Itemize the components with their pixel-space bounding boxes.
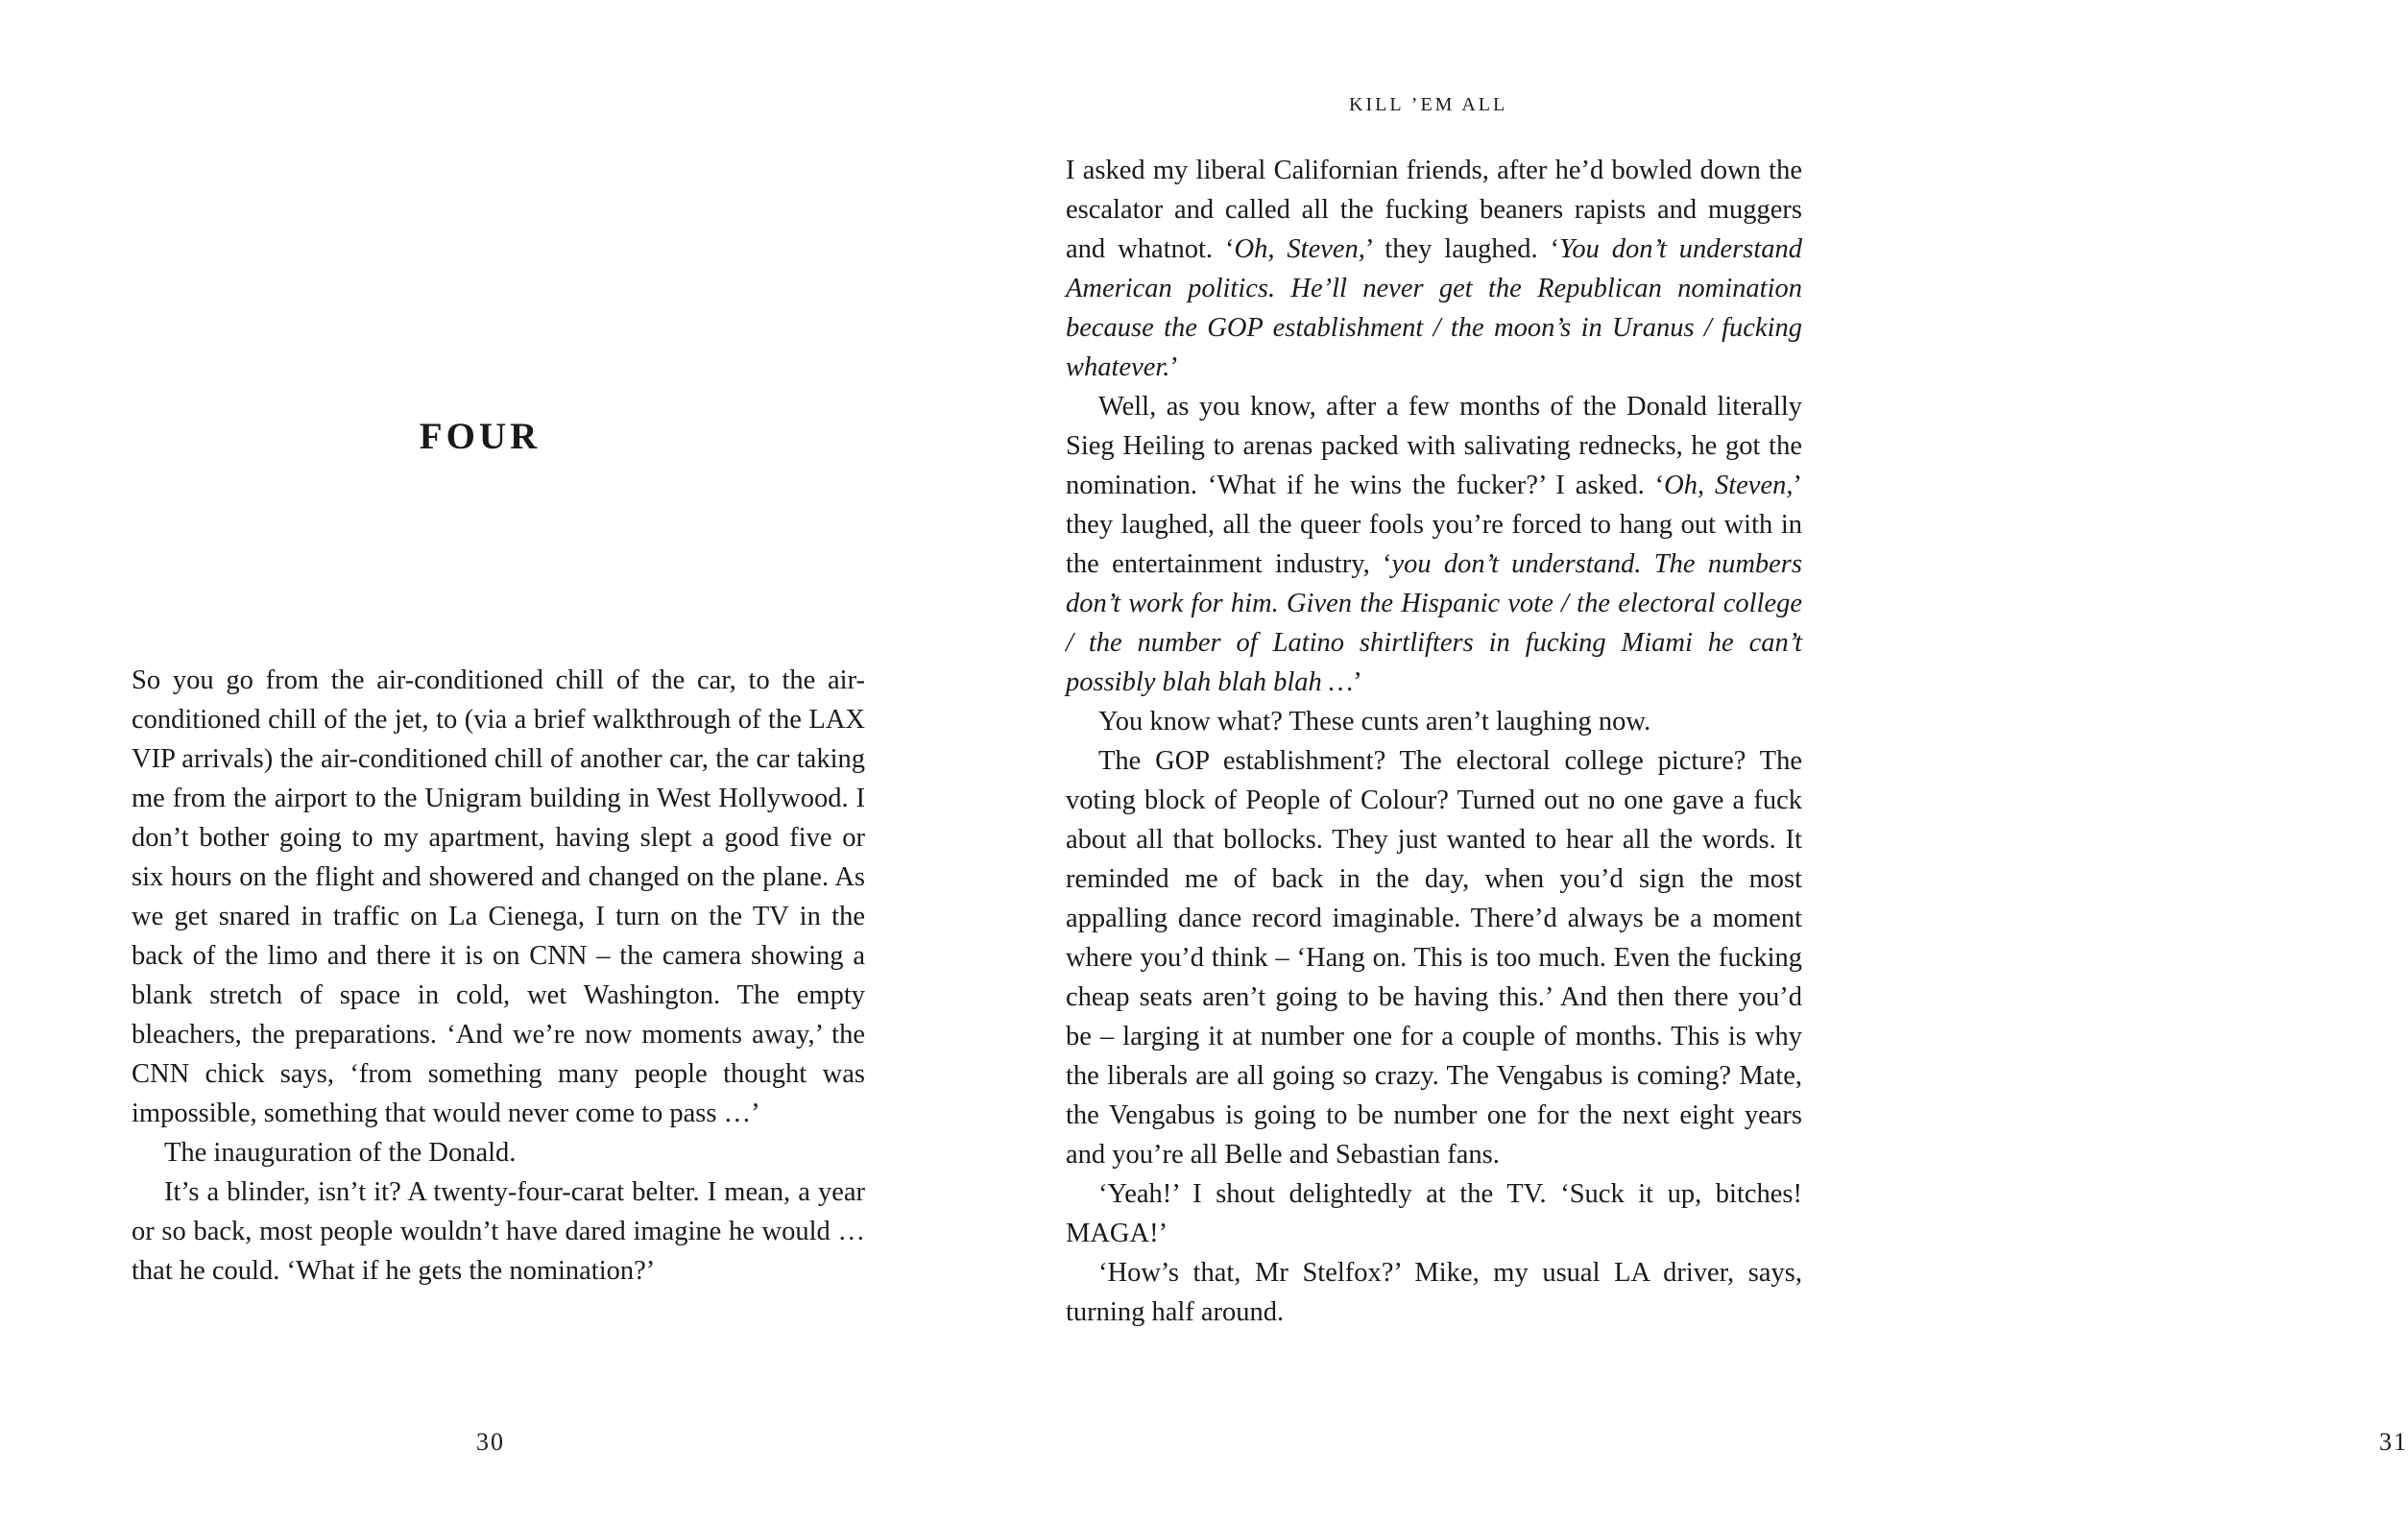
paragraph: It’s a blinder, isn’t it? A twenty-four-carat belter. I mean, a year or so back, most people wouldn’t have dared imagine he would … that he could. ‘What if he gets the nomination?’ <box>132 1177 865 1286</box>
paragraph: ‘How’s that, Mr Stelfox?’ Mike, my usual LA driver, says, turning half around. <box>1066 1258 1802 1327</box>
paragraph <box>1066 387 1802 702</box>
italic-text: Oh, Steven, <box>1664 471 1794 500</box>
italic-text: you don’t understand. The numbers don’t work for him. Given the Hispanic vote / the electoral college / the number of Latino shirtlifters in fucking Miami he can’t possibly blah blah blah … <box>1066 549 1802 697</box>
paragraph: ‘Yeah!’ I shout delightedly at the TV. ‘Suck it up, bitches! MAGA!’ <box>1066 1179 1802 1248</box>
paragraph <box>1066 151 1802 387</box>
text-run: I asked my liberal Californian friends, after he’d bowled down the escalator and called all the fucking beaners rapists and muggers and whatnot. ‘ <box>1066 156 1802 264</box>
paragraph: You know what? These cunts aren’t laughing now. <box>1098 707 1651 737</box>
paragraph: The inauguration of the Donald. <box>164 1138 517 1168</box>
text-run: ’ <box>1169 352 1179 382</box>
italic-text: Oh, Steven, <box>1234 234 1365 264</box>
text-run: ’ they laughed, all the queer fools you’re forced to hang out with in the entertainment industry, ‘ <box>1066 471 1802 579</box>
page-number-left: 30 <box>476 1428 505 1456</box>
running-head: KILL ’EM ALL <box>1349 94 1508 115</box>
page-number-right: 31 <box>2379 1428 2408 1456</box>
paragraph: So you go from the air-conditioned chill of the car, to the air-conditioned chill of the jet, to (via a brief walkthrough of the LAX VIP arrivals) the air-conditioned chill of another car, the car taking me from the airport to the Unigram building in West Hollywood. I don’t bother going to my apartment, having slept a good five or six hours on the flight and showered and changed on the plane. As we get snared in traffic on La Cienega, I turn on the TV in the back of the limo and there it is on CNN – the camera showing a blank stretch of space in cold, wet Washington. The empty bleachers, the preparations. ‘And we’re now moments away,’ the CNN chick says, ‘from something many people thought was impossible, something that would never come to pass …’ <box>132 665 865 1128</box>
text-run: Well, as you know, after a few months of the Donald literally Sieg Heiling to arenas packed with salivating rednecks, he got the nomination. ‘What if he wins the fucker?’ I asked. ‘ <box>1066 392 1802 500</box>
chapter-title: FOUR <box>419 416 542 457</box>
text-run: ’ <box>1353 667 1362 697</box>
right-body-text <box>1066 151 1802 1332</box>
italic-text: You don’t understand American politics. He’ll never get the Republican nomination because the GOP establishment / the moon’s in Uranus / fucking whatever. <box>1066 234 1803 382</box>
left-body-text <box>132 661 865 1291</box>
left-page <box>0 0 960 1522</box>
text-run: ’ they laughed. ‘ <box>1364 234 1560 264</box>
paragraph: The GOP establishment? The electoral college picture? The voting block of People of Colour? Turned out no one gave a fuck about all that bollocks. They just wanted to hear all the words. It reminded me of back in the day, when you’d sign the most appalling dance record imaginable. There’d always be a moment where you’d think – ‘Hang on. This is too much. Even the fucking cheap seats aren’t going to be having this.’ And then there you’d be – larging it at number one for a couple of months. This is why the liberals are all going so crazy. The Vengabus is coming? Mate, the Vengabus is going to be number one for the next eight years and you’re all Belle and Sebastian fans. <box>1066 746 1802 1170</box>
